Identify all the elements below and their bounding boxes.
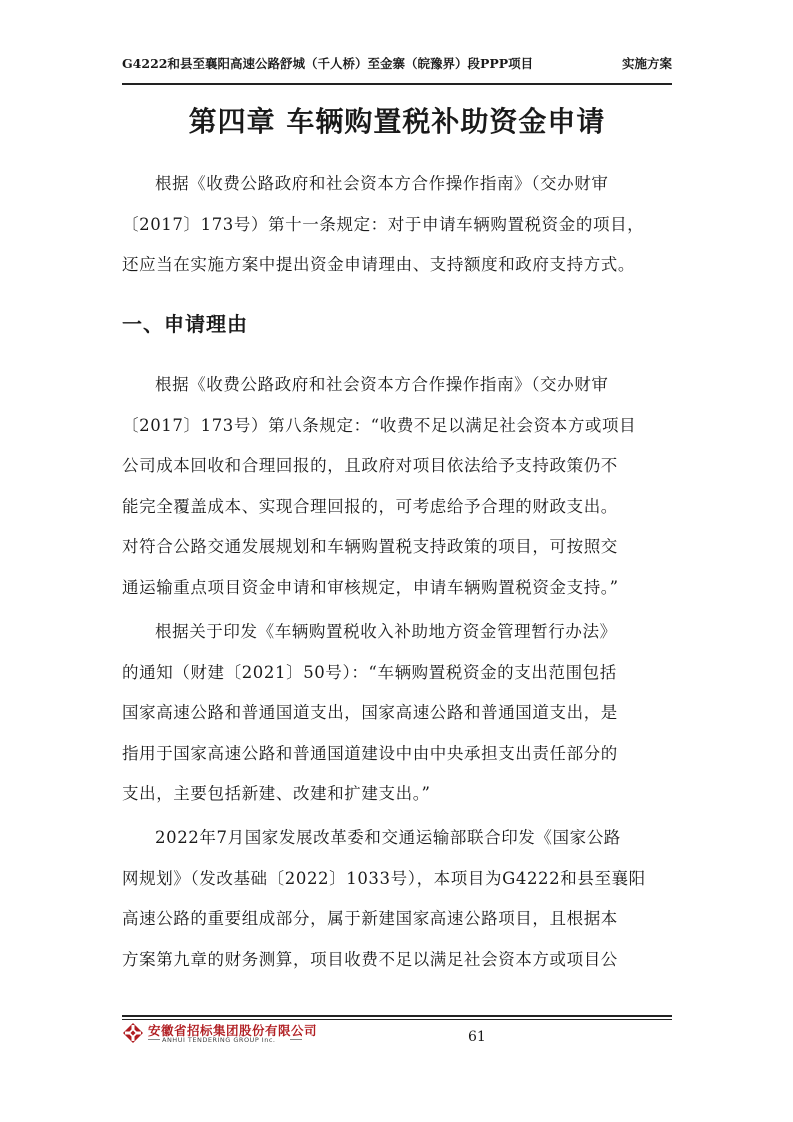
company-name: 安徽省招标集团股份有限公司 (148, 1023, 318, 1038)
text-line: 能完全覆盖成本、实现合理回报的，可考虑给予合理的财政支出。 (122, 496, 618, 516)
footer-divider (122, 1015, 672, 1017)
header-project-title: G4222和县至襄阳高速公路舒城（千人桥）至金寨（皖豫界）段PPP项目 (122, 56, 534, 71)
page-number: 61 (468, 1029, 486, 1045)
company-logo (122, 1021, 342, 1045)
page-header (122, 50, 672, 76)
header-doc-type: 实施方案 (621, 56, 672, 71)
text-line: 2022年7月国家发展改革委和交通运输部联合印发《国家公路 (155, 828, 621, 847)
text-line: 根据《收费公路政府和社会资本方合作操作指南》（交办财审 (155, 174, 609, 193)
text-line: 对符合公路交通发展规划和车辆购置税支持政策的项目，可按照交 (122, 537, 618, 556)
footer-divider-thin (122, 1019, 672, 1020)
company-name-en: ANHUI TENDERING GROUP Inc. (162, 1036, 276, 1044)
section-heading: 一、申请理由 (122, 312, 248, 336)
logo-rule-right (290, 1039, 302, 1040)
text-line: 〔2017〕173号）第十一条规定：对于申请车辆购置税资金的项目， (122, 214, 645, 234)
text-line: 通运输重点项目资金申请和审核规定，申请车辆购置税资金支持。” (122, 577, 619, 597)
text-line: 国家高速公路和普通国道支出，国家高速公路和普通国道支出，是 (122, 703, 618, 722)
text-line: 还应当在实施方案中提出资金申请理由、支持额度和政府支持方式。 (122, 255, 635, 274)
chapter-title: 第四章 车辆购置税补助资金申请 (188, 105, 606, 138)
text-line: 高速公路的重要组成部分，属于新建国家高速公路项目，且根据本 (122, 909, 618, 928)
text-line: 公司成本回收和合理回报的，且政府对项目依法给予支持政策仍不 (122, 456, 618, 475)
intro-paragraph (122, 164, 672, 286)
body-paragraph (122, 365, 672, 608)
text-line: 根据关于印发《车辆购置税收入补助地方资金管理暂行办法》 (155, 622, 617, 641)
text-line: 〔2017〕173号）第八条规定：“收费不足以满足社会资本方或项目 (122, 415, 637, 435)
text-line: 网规划》（发改基础〔2022〕1033号），本项目为G4222和县至襄阳 (122, 868, 646, 888)
logo-rule-left (148, 1039, 160, 1040)
text-line: 支出，主要包括新建、改建和扩建支出。” (122, 784, 431, 803)
text-line: 根据《收费公路政府和社会资本方合作操作指南》（交办财审 (155, 375, 609, 394)
company-logo-icon (122, 1022, 144, 1044)
text-line: 方案第九章的财务测算，项目收费不足以满足社会资本方或项目公 (122, 949, 618, 969)
body-paragraph (122, 612, 672, 815)
header-divider (122, 83, 672, 85)
text-line: 的通知（财建〔2021〕50号）：“车辆购置税资金的支出范围包括 (122, 662, 617, 682)
body-paragraph (122, 818, 672, 980)
text-line: 指用于国家高速公路和普通国道建设中由中央承担支出责任部分的 (122, 743, 618, 763)
